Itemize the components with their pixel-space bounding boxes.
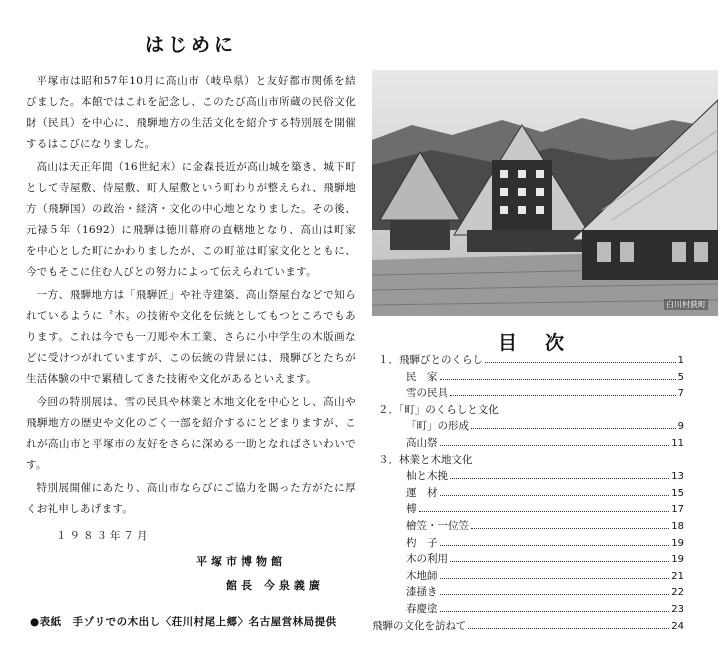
toc-entry (372, 501, 684, 518)
toc-leader-dots (450, 561, 669, 562)
toc-entry (372, 601, 684, 618)
toc-entry (372, 452, 684, 469)
toc-entry (372, 618, 684, 635)
toc-entry-page: 19 (671, 537, 684, 549)
toc-entry-label: 榑 (406, 503, 417, 516)
toc-leader-dots (471, 428, 676, 429)
photo-caption: 白川村荻町 (666, 300, 706, 309)
toc-leader-dots (485, 362, 676, 363)
toc-entry (372, 468, 684, 485)
cover-note: ●表紙 手ゾリでの木出し〈荘川村尾上郷〉名古屋営林局提供 (30, 616, 337, 628)
intro-section (26, 30, 356, 593)
intro-paragraph-1: 平塚市は昭和57年10月に高山市（岐阜県）と友好都市関係を結びました。本館ではこれを記念し、このたび高山市所蔵の民俗文化財（民具）を中心に、飛騨地方の生活文化を紹介する特別展を開催するはこびになりました。 (26, 75, 356, 150)
toc-entry-label: 杣と木挽 (406, 470, 448, 483)
toc-entry (372, 435, 684, 452)
toc-leader-dots (440, 445, 670, 446)
thatched-houses-illustration (372, 70, 718, 316)
toc-entry (372, 584, 684, 601)
intro-paragraph-2: 高山は天正年間（16世紀末）に金森長近が高山城を築き、城下町として寺屋敷、侍屋敷、町人屋敷という町わりが整えられ、飛騨地方（飛騨国）の政治・経済・文化の中心地となりました。その後、元禄５年（1692）に飛騨は徳川幕府の直轄地となり、高山は町家を中心とした町にかわりましたが、この町並は町家文化とともに、今でもそこに住む人びとの努力によって伝えられています。 (26, 161, 356, 278)
toc-entry-label: 「町」の形成 (406, 420, 469, 433)
toc-entry-page: 19 (671, 554, 684, 566)
toc-entry-label: 春慶塗 (406, 602, 438, 615)
toc-entry-label: ３．林業と木地文化 (378, 453, 473, 466)
toc-entry-label: 雪の民具 (406, 387, 448, 400)
toc-entry-page: 9 (677, 421, 684, 433)
toc-entry-page: 7 (677, 388, 684, 400)
toc-entry-page: 18 (671, 520, 684, 532)
intro-date: １９８３年７月 (56, 530, 151, 542)
toc-entry (372, 352, 684, 369)
toc-entry-page: 21 (671, 570, 684, 582)
toc-entry-page: 13 (671, 471, 684, 483)
toc-leader-dots (440, 379, 676, 380)
intro-title: はじめに (144, 34, 237, 56)
intro-paragraph-4: 今回の特別展は、雪の民具や林業と木地文化を中心とし、高山や飛騨地方の歴史や文化のごく一部を紹介するにとどまりますが、これが高山市と平塚市の友好をさらに深める一助となればさいわいです。 (26, 396, 356, 471)
toc-entry-label: 高山祭 (406, 436, 438, 449)
toc-leader-dots (471, 528, 669, 529)
toc-entry (372, 402, 684, 419)
toc-entry-label: ２．「町」のくらしと文化 (378, 403, 499, 416)
toc-entry-page: 5 (677, 371, 684, 383)
toc-leader-dots (468, 628, 669, 629)
toc-entry (372, 535, 684, 552)
toc-leader-dots (450, 478, 669, 479)
toc-entry-page: 1 (677, 355, 684, 366)
toc-leader-dots (440, 578, 670, 579)
toc-entry (372, 551, 684, 568)
toc-entry (372, 418, 684, 435)
toc-leader-dots (440, 594, 670, 595)
intro-signer: 館長 今泉義廣 (226, 579, 324, 592)
toc-leader-dots (440, 545, 670, 546)
toc-entry-label: 木の利用 (406, 553, 448, 566)
toc-entry (372, 485, 684, 502)
toc-entry-page: 15 (671, 487, 684, 499)
table-of-contents (372, 352, 684, 634)
toc-entry-label: 運 材 (406, 486, 438, 499)
toc-entry-label: 漆掻き (406, 586, 438, 599)
toc-entry-label: 飛騨の文化を訪ねて (372, 619, 467, 632)
toc-entry-page: 17 (671, 504, 684, 516)
toc-entry-page: 23 (671, 603, 684, 615)
toc-entry-label: 檜笠・一位笠 (406, 519, 469, 532)
toc-leader-dots (419, 511, 670, 512)
toc-entry (372, 568, 684, 585)
toc-entry-label: 杓 子 (406, 536, 438, 549)
toc-leader-dots (450, 395, 676, 396)
intro-organization: 平塚市博物館 (196, 555, 286, 568)
toc-leader-dots (440, 495, 670, 496)
toc-entry-label: 民 家 (406, 370, 438, 383)
toc-entry (372, 518, 684, 535)
intro-paragraph-3: 一方、飛騨地方は「飛騨匠」や社寺建築、高山祭屋台などで知られているように〝木〟の技術や文化を伝統としてもつところでもあります。これは今でも一刀彫や木工業、さらに小中学生の木版画などに受けつがれていますが、この伝統の背景には、飛騨びとたちが生活体験の中で累積してきた技術や文化があるといえます。 (26, 289, 356, 385)
toc-title: 目次 (497, 332, 592, 354)
toc-entry-label: １．飛騨びとのくらし (378, 354, 483, 366)
toc-entry-page: 22 (671, 587, 684, 599)
intro-paragraph-5: 特別展開催にあたり、高山市ならびにご協力を賜った方がたに厚くお礼申しあげます。 (26, 482, 356, 515)
toc-entry (372, 369, 684, 386)
village-photo (372, 70, 718, 316)
toc-entry (372, 385, 684, 402)
toc-entry-page: 11 (671, 437, 684, 449)
toc-leader-dots (440, 611, 670, 612)
toc-entry-label: 木地師 (406, 569, 438, 582)
toc-entry-page: 24 (671, 620, 684, 632)
